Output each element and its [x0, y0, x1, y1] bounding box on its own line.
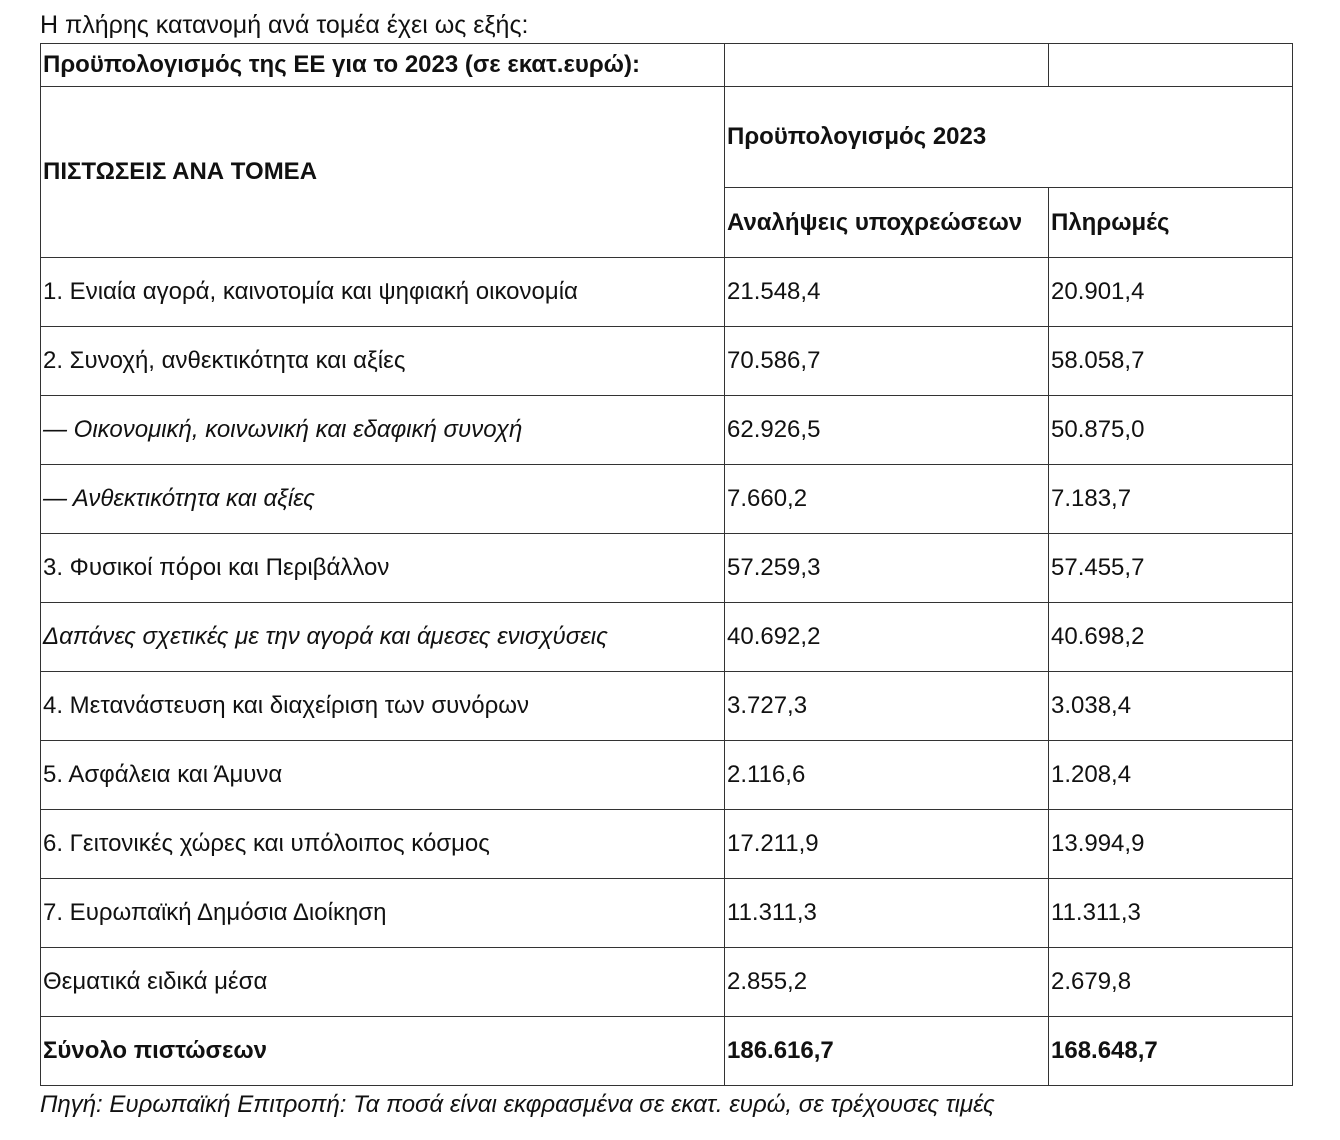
row-payments: 11.311,3: [1049, 879, 1293, 948]
source-note: Πηγή: Ευρωπαϊκή Επιτροπή: Τα ποσά είναι εκφρασμένα σε εκατ. ευρώ, σε τρέχουσες τιμές: [40, 1091, 995, 1118]
budget-2023-header: Προϋπολογισμός 2023: [725, 87, 1293, 188]
table-row: [41, 534, 1293, 603]
row-commitments: 7.660,2: [725, 465, 1049, 534]
table-row: [41, 465, 1293, 534]
total-row: [41, 1017, 1293, 1086]
budget-table: [40, 43, 1293, 1086]
table-row: [41, 327, 1293, 396]
table-row: [41, 741, 1293, 810]
row-payments: 13.994,9: [1049, 810, 1293, 879]
table-row: [41, 258, 1293, 327]
table-title-row: [41, 44, 1293, 87]
table-row: [41, 879, 1293, 948]
payments-header: Πληρωμές: [1049, 188, 1293, 258]
row-label: 7. Ευρωπαϊκή Δημόσια Διοίκηση: [41, 879, 725, 948]
row-label: 1. Ενιαία αγορά, καινοτομία και ψηφιακή οικονομία: [41, 258, 725, 327]
row-payments: 57.455,7: [1049, 534, 1293, 603]
row-payments: 7.183,7: [1049, 465, 1293, 534]
row-commitments: 62.926,5: [725, 396, 1049, 465]
row-commitments: 21.548,4: [725, 258, 1049, 327]
total-label: Σύνολο πιστώσεων: [41, 1017, 725, 1086]
row-label: 3. Φυσικοί πόροι και Περιβάλλον: [41, 534, 725, 603]
row-label: 2. Συνοχή, ανθεκτικότητα και αξίες: [41, 327, 725, 396]
header-row: [41, 87, 1293, 188]
row-commitments: 2.116,6: [725, 741, 1049, 810]
row-commitments: 2.855,2: [725, 948, 1049, 1017]
table-row: [41, 672, 1293, 741]
row-commitments: 3.727,3: [725, 672, 1049, 741]
intro-text: Η πλήρης κατανομή ανά τομέα έχει ως εξής:: [40, 11, 529, 39]
row-payments: 2.679,8: [1049, 948, 1293, 1017]
row-label: Θεματικά ειδικά μέσα: [41, 948, 725, 1017]
table-title: Προϋπολογισμός της ΕΕ για το 2023 (σε εκατ.ευρώ):: [41, 44, 725, 87]
empty-cell: [1049, 44, 1293, 87]
row-label: — Ανθεκτικότητα και αξίες: [41, 465, 725, 534]
table-row: [41, 396, 1293, 465]
row-payments: 20.901,4: [1049, 258, 1293, 327]
row-label: — Οικονομική, κοινωνική και εδαφική συνοχή: [41, 396, 725, 465]
row-payments: 50.875,0: [1049, 396, 1293, 465]
row-commitments: 40.692,2: [725, 603, 1049, 672]
row-label: Δαπάνες σχετικές με την αγορά και άμεσες ενισχύσεις: [41, 603, 725, 672]
empty-cell: [725, 44, 1049, 87]
sector-header: ΠΙΣΤΩΣΕΙΣ ΑΝΑ ΤΟΜΕΑ: [41, 87, 725, 258]
row-commitments: 11.311,3: [725, 879, 1049, 948]
row-payments: 40.698,2: [1049, 603, 1293, 672]
row-payments: 58.058,7: [1049, 327, 1293, 396]
table-row: [41, 810, 1293, 879]
row-label: 4. Μετανάστευση και διαχείριση των συνόρων: [41, 672, 725, 741]
table-row: [41, 948, 1293, 1017]
commitments-header: Αναλήψεις υποχρεώσεων: [725, 188, 1049, 258]
row-label: 5. Ασφάλεια και Άμυνα: [41, 741, 725, 810]
row-label: 6. Γειτονικές χώρες και υπόλοιπος κόσμος: [41, 810, 725, 879]
table-row: [41, 603, 1293, 672]
row-commitments: 17.211,9: [725, 810, 1049, 879]
row-payments: 3.038,4: [1049, 672, 1293, 741]
row-commitments: 57.259,3: [725, 534, 1049, 603]
row-payments: 1.208,4: [1049, 741, 1293, 810]
total-payments: 168.648,7: [1049, 1017, 1293, 1086]
row-commitments: 70.586,7: [725, 327, 1049, 396]
total-commitments: 186.616,7: [725, 1017, 1049, 1086]
